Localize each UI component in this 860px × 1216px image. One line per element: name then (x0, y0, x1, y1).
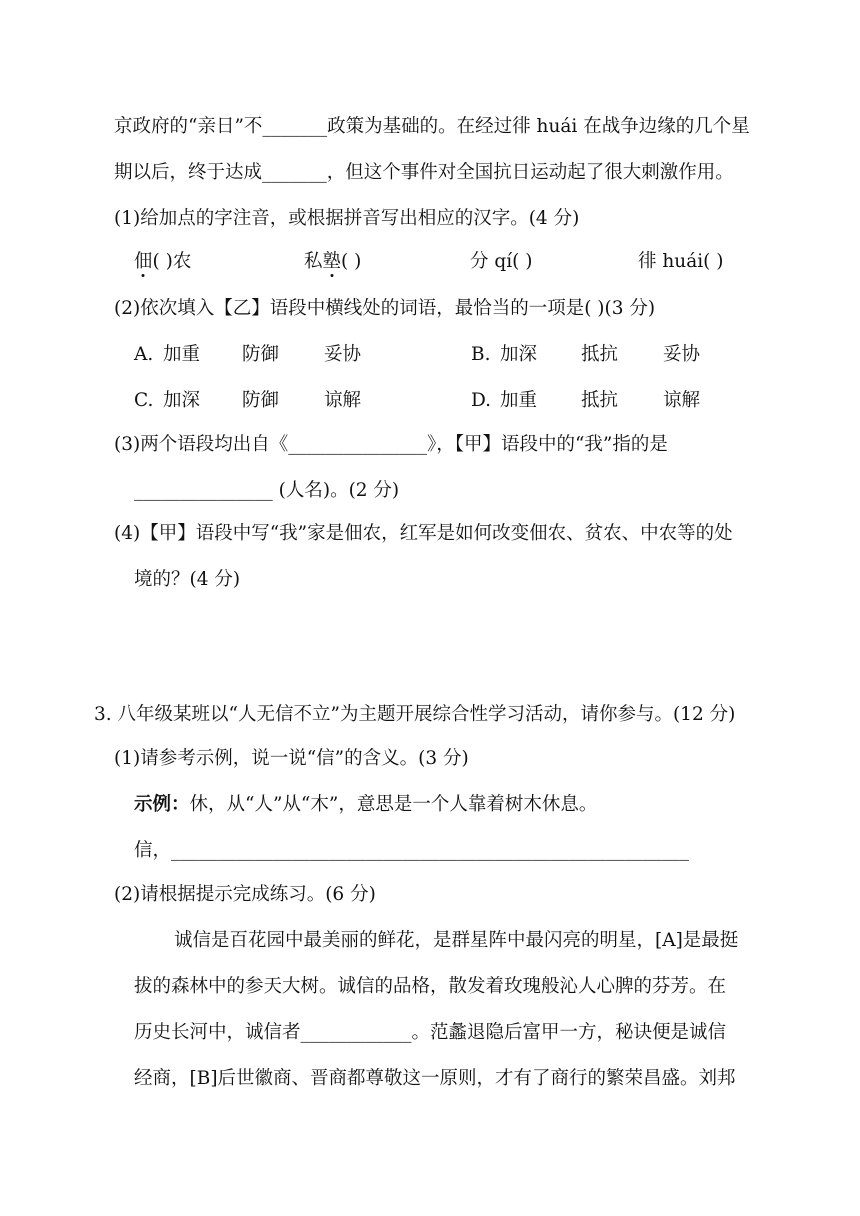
option-d: D. 加重 抵抗 谅解 (471, 390, 701, 411)
question-2-sub-3-cont: _______________ (人名)。(2 分) (134, 480, 400, 501)
question-2-sub-2: (2)依次填入【乙】语段中横线处的词语，最恰当的一项是( )(3 分) (114, 298, 656, 319)
pinyin-item-4: 徘 huái( ) (638, 251, 724, 272)
pinyin-item-1: 佃( )农 (134, 251, 192, 272)
question-2-sub-4-cont: 境的？(4 分) (134, 569, 241, 590)
question-2-sub-4: (4)【甲】语段中写“我”家是佃农，红军是如何改变佃农、贫农、中农等的处 (114, 523, 733, 544)
question-2-sub-3: (3)两个语段均出自《_______________》，【甲】语段中的“我”指的是 (114, 434, 668, 455)
question-3-heading: 3. 八年级某班以“人无信不立”为主题开展综合性学习活动，请你参与。(12 分) (94, 704, 736, 725)
passage-paragraph-line: 经商，[B]后世徽商、晋商都尊敬这一原则，才有了商行的繁荣昌盛。刘邦 (134, 1068, 736, 1089)
answer-blank[interactable]: ________________________________________________________ (171, 840, 690, 861)
example-text: 休，从“人”从“木”，意思是一个人靠着树木休息。 (189, 794, 598, 815)
question-3-sub-2: (2)请根据提示完成练习。(6 分) (114, 884, 376, 905)
question-3-sub-1: (1)请参考示例，说一说“信”的含义。(3 分) (114, 748, 469, 769)
passage-paragraph-line: 历史长河中，诚信者____________。范蠡退隐后富甲一方，秘诀便是诚信 (134, 1022, 727, 1043)
example-line (134, 792, 597, 818)
option-a: A. 加重 防御 妥协 (134, 344, 362, 365)
option-c: C. 加深 防御 谅解 (134, 390, 362, 411)
passage-line: 期以后，终于达成_______，但这个事件对全国抗日运动起了很大刺激作用。 (114, 162, 734, 183)
dotted-char: 佃 (134, 251, 153, 272)
pinyin-item-2: 私塾( ) (304, 251, 362, 272)
dotted-char: 塾 (322, 251, 342, 272)
answer-line: 信，________________________________________________________ (134, 840, 690, 861)
passage-paragraph-line: 拔的森林中的参天大树。诚信的品格，散发着玫瑰般沁人心脾的芬芳。在 (134, 976, 727, 997)
passage-paragraph-line: 诚信是百花园中最美丽的鲜花，是群星阵中最闪亮的明星，[A]是最挺 (174, 930, 739, 951)
question-2-sub-1: (1)给加点的字注音，或根据拼音写出相应的汉字。(4 分) (114, 208, 580, 229)
example-label: 示例： (134, 794, 190, 815)
option-b: B. 加深 抵抗 妥协 (471, 344, 701, 365)
pinyin-item-3: 分 qí( ) (470, 251, 533, 272)
passage-line: 京政府的“亲日”不_______政策为基础的。在经过徘 huái 在战争边缘的几个星 (114, 116, 750, 137)
